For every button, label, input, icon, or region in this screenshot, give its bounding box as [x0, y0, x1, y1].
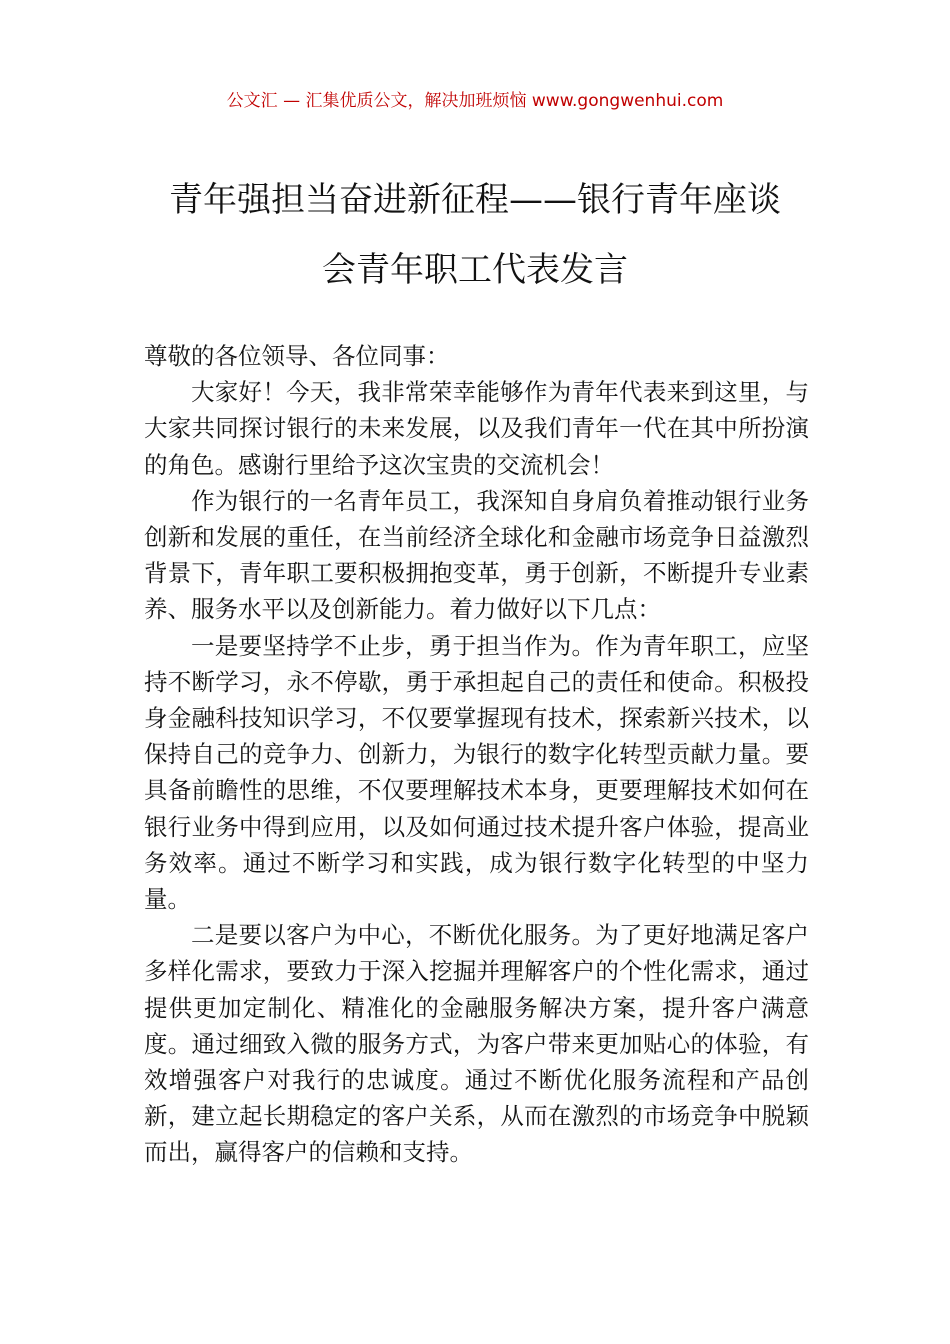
document-body	[144, 338, 809, 1171]
document-title-line-2: 会青年职工代表发言	[322, 250, 628, 290]
salutation: 尊敬的各位领导、各位同事：	[144, 342, 450, 370]
document-title-line-1: 青年强担当奋进新征程——银行青年座谈	[169, 180, 781, 220]
site-banner: 公文汇 — 汇集优质公文，解决加班烦恼 www.gongwenhui.com	[226, 91, 724, 111]
paragraph-point-one: 一是要坚持学不止步，勇于担当作为。作为青年职工，应坚持不断学习，永不停歇，勇于承担起自己的责任和使命。积极投身金融科技知识学习，不仅要掌握现有技术，探索新兴技术，以保持自己的竞争力、创新力，为银行的数字化转型贡献力量。要具备前瞻性的思维，不仅要理解技术本身，更要理解技术如何在银行业务中得到应用，以及如何通过技术提升客户体验，提高业务效率。通过不断学习和实践，成为银行数字化转型的中坚力量。	[144, 631, 809, 914]
paragraph-point-two: 二是要以客户为中心，不断优化服务。为了更好地满足客户多样化需求，要致力于深入挖掘并理解客户的个性化需求，通过提供更加定制化、精准化的金融服务解决方案，提升客户满意度。通过细致入微的服务方式，为客户带来更加贴心的体验，有效增强客户对我行的忠诚度。通过不断优化服务流程和产品创新，建立起长期稳定的客户关系，从而在激烈的市场竞争中脱颖而出，赢得客户的信赖和支持。	[144, 921, 809, 1167]
paragraph-role: 作为银行的一名青年员工，我深知自身肩负着推动银行业务创新和发展的重任，在当前经济全球化和金融市场竞争日益激烈背景下，青年职工要积极拥抱变革，勇于创新，不断提升专业素养、服务水平以及创新能力。着力做好以下几点：	[144, 486, 809, 624]
paragraph-opening: 大家好！今天，我非常荣幸能够作为青年代表来到这里，与大家共同探讨银行的未来发展，以及我们青年一代在其中所扮演的角色。感谢行里给予这次宝贵的交流机会！	[144, 378, 809, 479]
